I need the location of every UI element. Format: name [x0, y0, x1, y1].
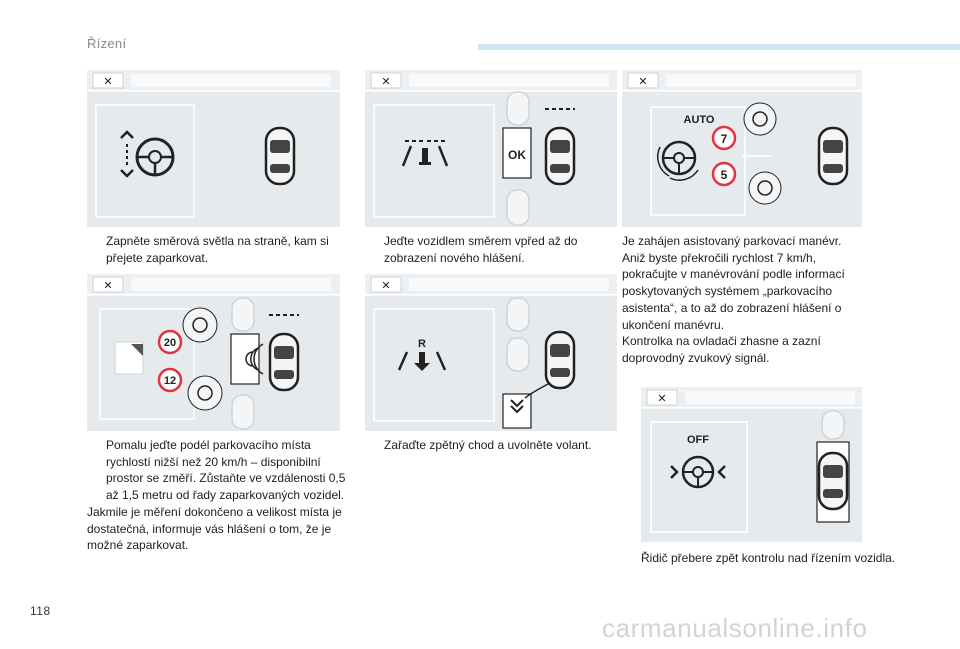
speed-bottom-label: 12: [163, 375, 177, 387]
speed-bottom-label: 5: [720, 168, 728, 182]
page-number: 118: [30, 604, 51, 618]
off-label: OFF: [687, 434, 709, 446]
header-bar: [478, 44, 960, 50]
close-icon: ✕: [381, 76, 391, 88]
panel-space-measure: [87, 274, 340, 431]
car-top-view-icon: [819, 453, 847, 509]
step-text: Řidič přebere zpět kontrolu nad řízením vozidla.: [641, 551, 896, 565]
step-text: Zapněte směrová světla na straně, kam si přejete zaparkovat.: [106, 234, 329, 265]
car-top-view-icon: [546, 332, 574, 388]
panel-reverse-gear: [365, 274, 617, 431]
close-icon: ✕: [657, 393, 667, 405]
reverse-label: R: [418, 338, 426, 350]
panel-turn-signal: [87, 70, 340, 227]
auto-label: AUTO: [683, 114, 715, 126]
panel-maneuver-end: [641, 387, 862, 542]
step-text: Je zahájen asistovaný parkovací manévr.: [622, 234, 842, 248]
car-top-view-icon: [270, 334, 298, 390]
step-text: Kontrolka na ovladači zhasne a zazní doprovodný zvukový signál.: [622, 334, 821, 365]
speed-top-label: 7: [720, 132, 728, 146]
step-note: Jakmile je měření dokončeno a velikost místa je dostatečná, informuje vás hlášení o tom, že je možné zaparkovat.: [87, 504, 342, 553]
close-icon: ✕: [638, 76, 648, 88]
step-reverse-gear: [365, 437, 615, 454]
section-title: Řízení: [87, 36, 127, 51]
step-text: Aniž byste překročili rychlost 7 km/h, pokračujte v manévrování podle informací poskytovaných systémem „parkovacího asistenta“, a to až do zobrazení hlášení o ukončení manévru.: [622, 250, 845, 332]
car-top-view-icon: [546, 128, 574, 184]
step-auto-maneuver: [622, 233, 872, 367]
step-forward-drive: [365, 233, 615, 266]
speed-top-label: 20: [163, 337, 177, 349]
car-top-view-icon: [266, 128, 294, 184]
panel-auto-maneuver: [622, 70, 862, 227]
step-maneuver-end: [641, 550, 911, 567]
step-space-measure: [87, 437, 349, 554]
close-icon: ✕: [103, 76, 113, 88]
step-text: Jeďte vozidlem směrem vpřed až do zobrazení nového hlášení.: [384, 234, 578, 265]
close-icon: ✕: [381, 280, 391, 292]
step-turn-signal: [87, 233, 347, 266]
step-text: Pomalu jeďte podél parkovacího místa rychlostí nižší než 20 km/h – disponibilní prostor se změří. Zůstaňte ve vzdálenosti 0,5 až 1,5 metru od řady zaparkovaných vozidel.: [106, 438, 346, 503]
watermark: carmanualsonline.info: [602, 613, 868, 643]
panel-forward-drive: [365, 70, 617, 227]
step-text: Zařaďte zpětný chod a uvolněte volant.: [384, 438, 592, 452]
close-icon: ✕: [103, 280, 113, 292]
ok-label: OK: [508, 148, 526, 162]
car-top-view-icon: [819, 128, 847, 184]
